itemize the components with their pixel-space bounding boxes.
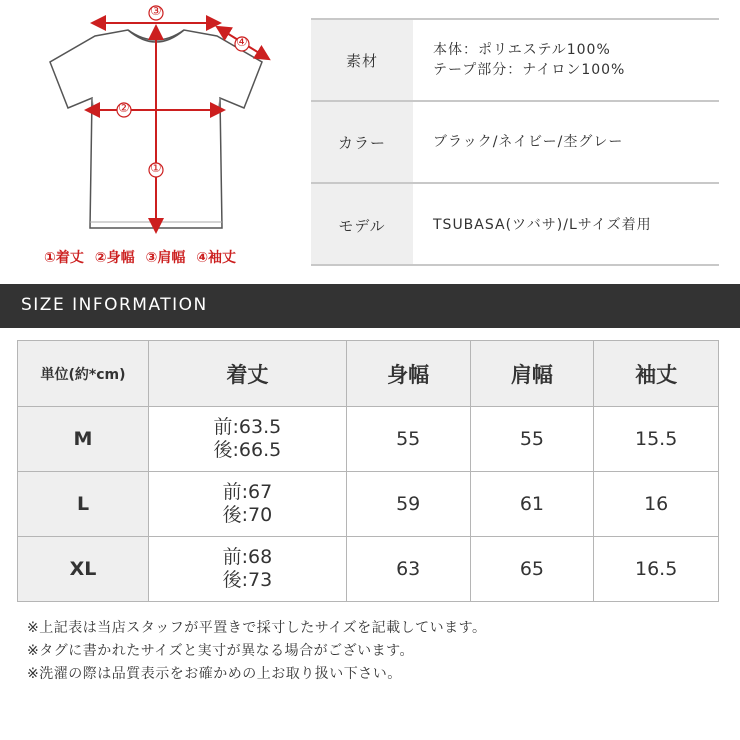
header-shoulder: 肩幅 — [470, 341, 594, 407]
note-line: ※洗濯の際は品質表示をお確かめの上お取り扱い下さい。 — [27, 666, 402, 682]
length-mark: ① — [150, 161, 162, 176]
size-label: M — [18, 407, 149, 472]
spec-value — [415, 102, 719, 182]
legend-item: ④袖丈 — [196, 250, 237, 266]
shoulder-mark: ③ — [150, 4, 162, 19]
shoulder-cell: 55 — [470, 407, 594, 472]
spec-value-line: ブラック/ネイビー/杢グレー — [433, 134, 624, 150]
sleeve-cell: 16 — [594, 472, 719, 537]
length-front: 前:67 — [222, 481, 273, 503]
size-label: L — [18, 472, 149, 537]
section-title: SIZE INFORMATION — [21, 295, 208, 315]
spec-row-material — [311, 18, 719, 100]
length-front: 前:63.5 — [213, 416, 282, 438]
width-mark: ② — [118, 101, 130, 116]
sleeve-cell: 15.5 — [594, 407, 719, 472]
width-cell: 59 — [346, 472, 470, 537]
length-cell — [149, 407, 347, 472]
spec-value — [415, 184, 719, 266]
spec-value-line: 本体：ポリエステル100% — [433, 42, 611, 58]
header-unit: 単位(約*cm) — [18, 341, 149, 407]
tshirt-diagram — [0, 0, 310, 280]
note-line: ※上記表は当店スタッフが平置きで採寸したサイズを記載しています。 — [27, 620, 487, 636]
header-width: 身幅 — [346, 341, 470, 407]
shoulder-cell: 61 — [470, 472, 594, 537]
divider — [311, 264, 719, 266]
sleeve-mark: ④ — [236, 35, 248, 50]
note-line: ※タグに書かれたサイズと実寸が異なる場合がございます。 — [27, 643, 414, 659]
size-label: XL — [18, 537, 149, 602]
header-length: 着丈 — [149, 341, 347, 407]
width-cell: 55 — [346, 407, 470, 472]
table-row — [18, 537, 719, 602]
length-back: 後:66.5 — [213, 439, 282, 461]
spec-table — [311, 18, 719, 266]
length-back: 後:73 — [222, 569, 273, 591]
size-table — [17, 340, 719, 602]
measurement-legend — [44, 247, 242, 267]
spec-value-line: テープ部分：ナイロン100% — [433, 62, 626, 78]
section-banner — [0, 284, 740, 328]
spec-value — [415, 20, 719, 100]
length-back: 後:70 — [222, 504, 273, 526]
table-row — [18, 407, 719, 472]
legend-item: ③肩幅 — [145, 250, 186, 266]
spec-row-color — [311, 100, 719, 182]
sleeve-cell: 16.5 — [594, 537, 719, 602]
spec-value-line: TSUBASA(ツバサ)/Lサイズ着用 — [433, 217, 652, 233]
legend-item: ②身幅 — [94, 250, 135, 266]
spec-key: カラー — [311, 102, 413, 182]
header-sleeve: 袖丈 — [594, 341, 719, 407]
notes — [27, 617, 487, 686]
table-row — [18, 472, 719, 537]
width-cell: 63 — [346, 537, 470, 602]
tshirt-illustration — [0, 0, 310, 280]
table-header-row — [18, 341, 719, 407]
length-cell — [149, 537, 347, 602]
spec-key: 素材 — [311, 20, 413, 100]
length-front: 前:68 — [222, 546, 273, 568]
spec-row-model — [311, 182, 719, 266]
length-cell — [149, 472, 347, 537]
legend-item: ①着丈 — [44, 250, 84, 266]
shoulder-cell: 65 — [470, 537, 594, 602]
spec-key: モデル — [311, 184, 413, 266]
